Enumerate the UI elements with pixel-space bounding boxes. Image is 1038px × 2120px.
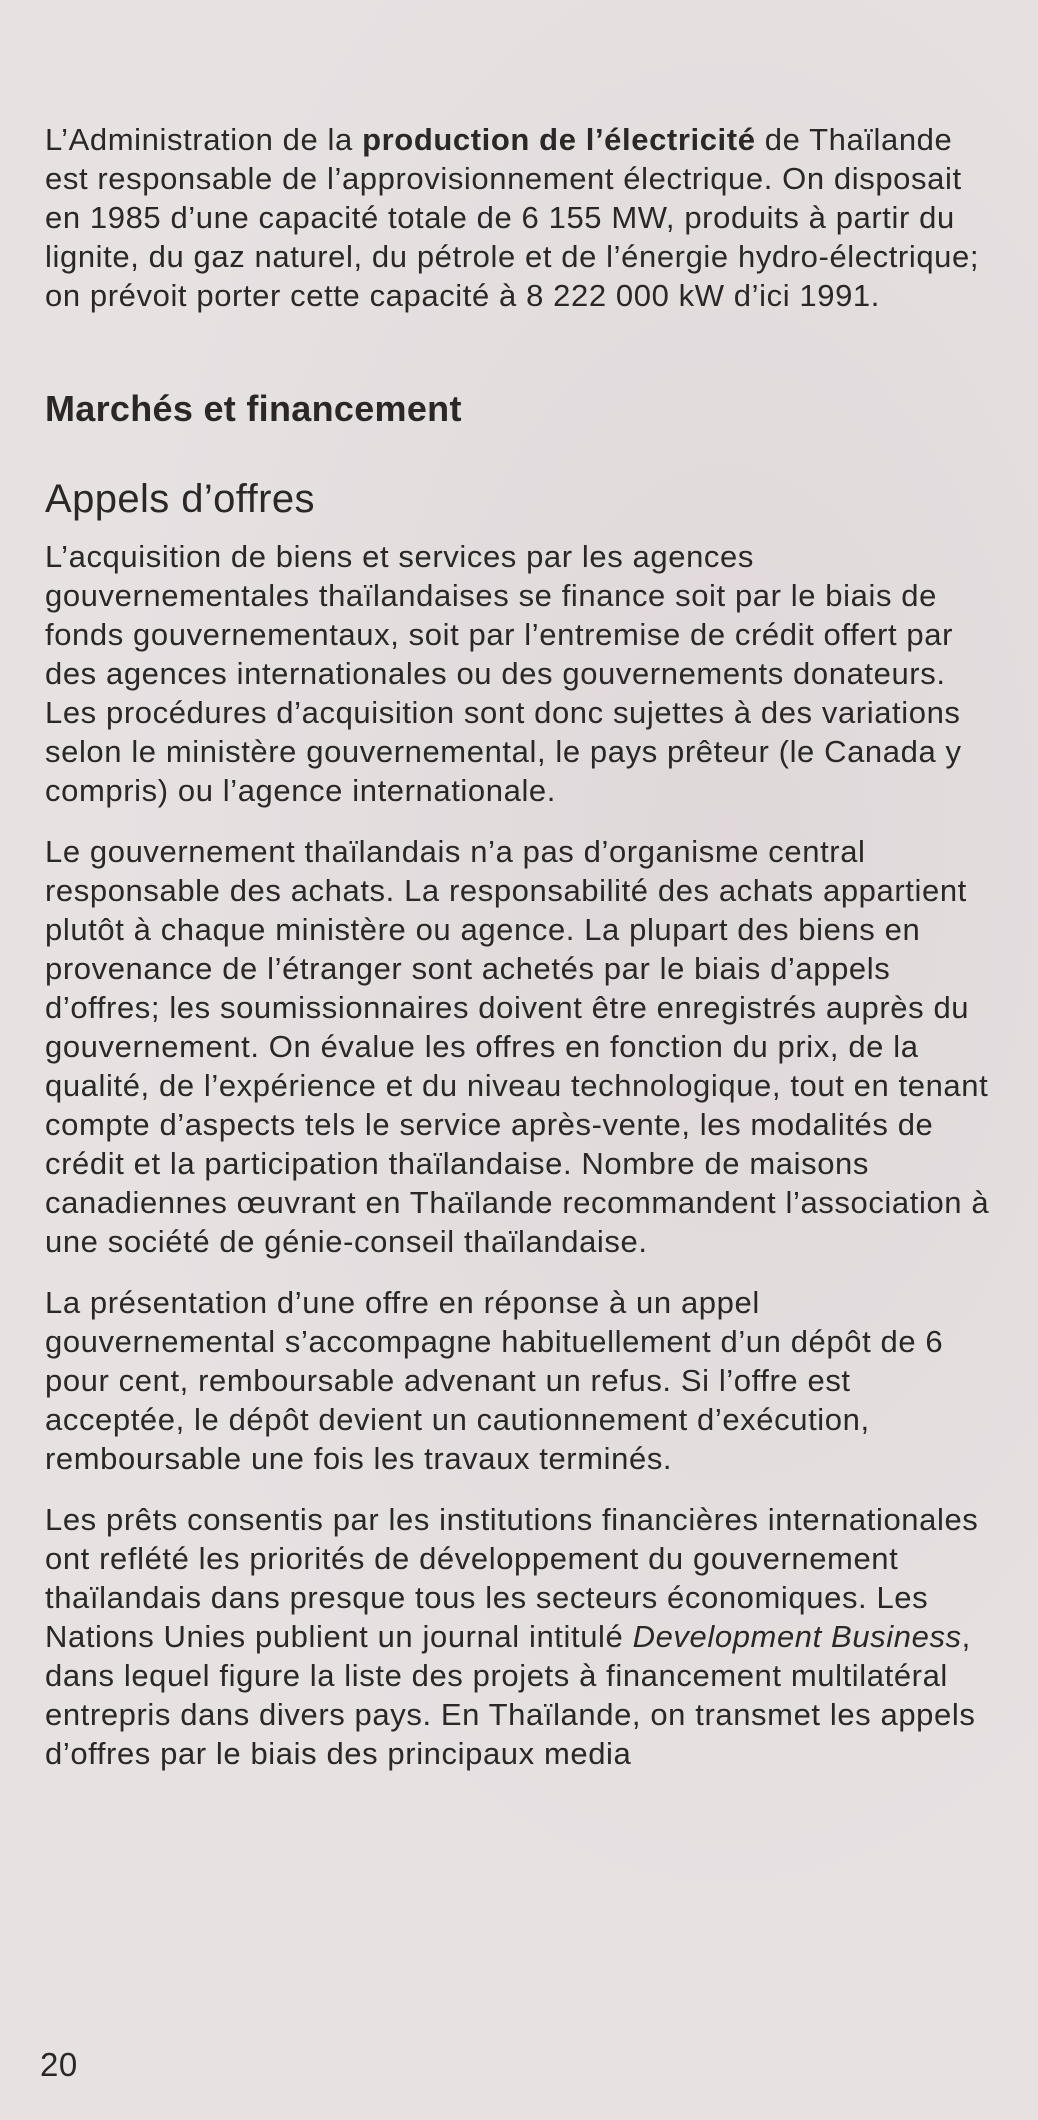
paragraph-loans — [45, 1500, 990, 1773]
page-content — [45, 120, 990, 1795]
intro-bold-term: production de l’électricité — [362, 122, 756, 157]
paragraph-acquisition: L’acquisition de biens et services par les agences gouvernementales thaïlandaises se finance soit par le biais de fonds gouvernementaux, soit par l’entremise de crédit offert par des agences internationales ou des gouvernements donateurs. Les procédures d’acquisition sont donc sujettes à des variations selon le ministère gouvernemental, le pays prêteur (le Canada y compris) ou l’agence internationale. — [45, 539, 962, 808]
intro-paragraph — [45, 120, 990, 315]
journal-title: Development Business — [632, 1619, 962, 1654]
page-number: 20 — [40, 2046, 78, 2083]
section-title: Marchés et financement — [45, 388, 462, 429]
subsection-title: Appels d’offres — [45, 477, 315, 521]
paragraph-purchasing: Le gouvernement thaïlandais n’a pas d’organisme central responsable des achats. La responsabilité des achats appartient plutôt à chaque ministère ou agence. La plupart des biens en provenance de l’étranger sont achetés par le biais d’appels d’offres; les soumissionnaires doivent être enregistrés auprès du gouvernement. On évalue les offres en fonction du prix, de la qualité, de l’expérience et du niveau technologique, tout en tenant compte d’aspects tels le service après-vente, les modalités de crédit et la participation thaïlandaise. Nombre de maisons canadiennes œuvrant en Thaïlande recommandent l’association à une société de génie-conseil thaïlandaise. — [45, 834, 990, 1259]
paragraph-deposit: La présentation d’une offre en réponse à un appel gouvernemental s’accompagne habituellement d’un dépôt de 6 pour cent, remboursable advenant un refus. Si l’offre est acceptée, le dépôt devient un cautionnement d’exécution, remboursable une fois les travaux terminés. — [45, 1285, 944, 1476]
loans-text-start: Les prêts consentis par les institutions financières internationales ont reflété les priorités de développement du gouvernement thaïlandais dans presque tous les secteurs économiques. Les Nations Unies publient un journal intitulé — [45, 1502, 979, 1654]
loans-text-end: , dans lequel figure la liste des projets à financement multilatéral entrepris dans divers pays. En Thaïlande, on transmet les appels d’offres par le biais des principaux media — [45, 1619, 976, 1771]
intro-text-start: L’Administration de la — [45, 122, 363, 157]
intro-text-end: de Thaïlande est responsable de l’approvisionnement électrique. On disposait en 1985 d’une capacité totale de 6 155 MW, produits à partir du lignite, du gaz naturel, du pétrole et de l’énergie hydro-électrique; on prévoit porter cette capacité à 8 222 000 kW d’ici 1991. — [45, 122, 980, 313]
